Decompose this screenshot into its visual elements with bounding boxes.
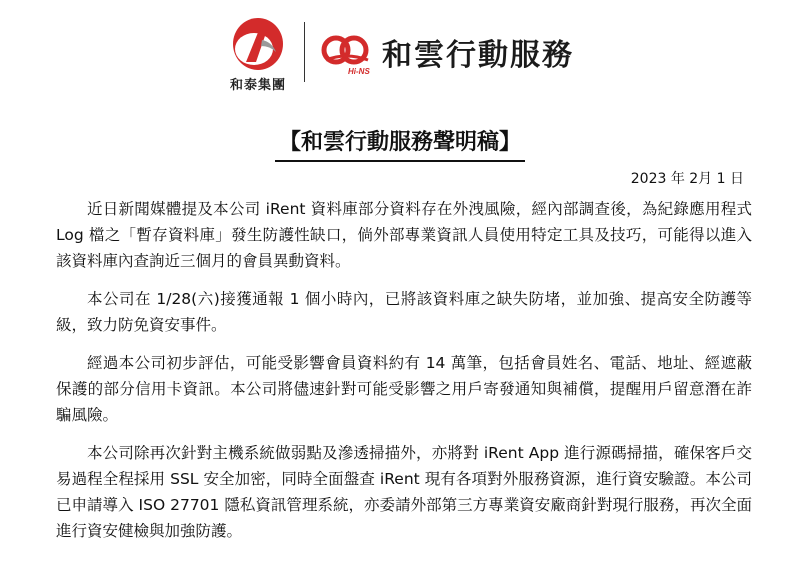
- letterhead: [0, 0, 800, 100]
- paragraph-2: 本公司在 1/28(六)接獲通報 1 個小時內，已將該資料庫之缺失防堵，並加強、提高安全防護等級，致力防免資安事件。: [56, 290, 752, 334]
- hotai-group-name: 和泰集團: [229, 78, 286, 93]
- hotai-logo-icon: [232, 16, 284, 72]
- paragraph-1: 近日新聞媒體提及本公司 iRent 資料庫部分資料存在外洩風險，經內部調查後，為紀錄應用程式 Log 檔之「暫存資料庫」發生防護性缺口，倘外部專業資訊人員使用特定工具及技巧，可能得以進入該資料庫內查詢近三個月的會員異動資料。: [56, 200, 752, 270]
- hi-ns-logo-icon: [318, 30, 376, 80]
- company-name: 和雲行動服務: [382, 38, 574, 73]
- hi-ns-badge: Hi-NS: [348, 67, 370, 76]
- document-date: 2023 年 2月 1 日: [630, 171, 744, 187]
- logo-divider: [304, 22, 305, 82]
- paragraph-4: 本公司除再次針對主機系統做弱點及滲透掃描外，亦將對 iRent App 進行源碼掃描，確保客戶交易過程全程採用 SSL 安全加密，同時全面盤查 iRent 現有各項對外服務資源，進行資安驗證。本公司已申請導入 ISO 27701 隱私資訊管理系統，亦委請外部第三方專業資安廠商針對現行服務，再次全面進行資安健檢與加強防護。: [56, 444, 752, 540]
- document-title: 【和雲行動服務聲明稿】: [275, 125, 525, 162]
- paragraph-3: 經過本公司初步評估，可能受影響會員資料約有 14 萬筆，包括會員姓名、電話、地址、經遮蔽保護的部分信用卡資訊。本公司將儘速針對可能受影響之用戶寄發通知與補償，提醒用戶留意潛在詐騙風險。: [56, 354, 752, 424]
- hotai-group-logo: [222, 16, 294, 93]
- document-body: [56, 196, 752, 556]
- title-wrapper: [0, 125, 800, 162]
